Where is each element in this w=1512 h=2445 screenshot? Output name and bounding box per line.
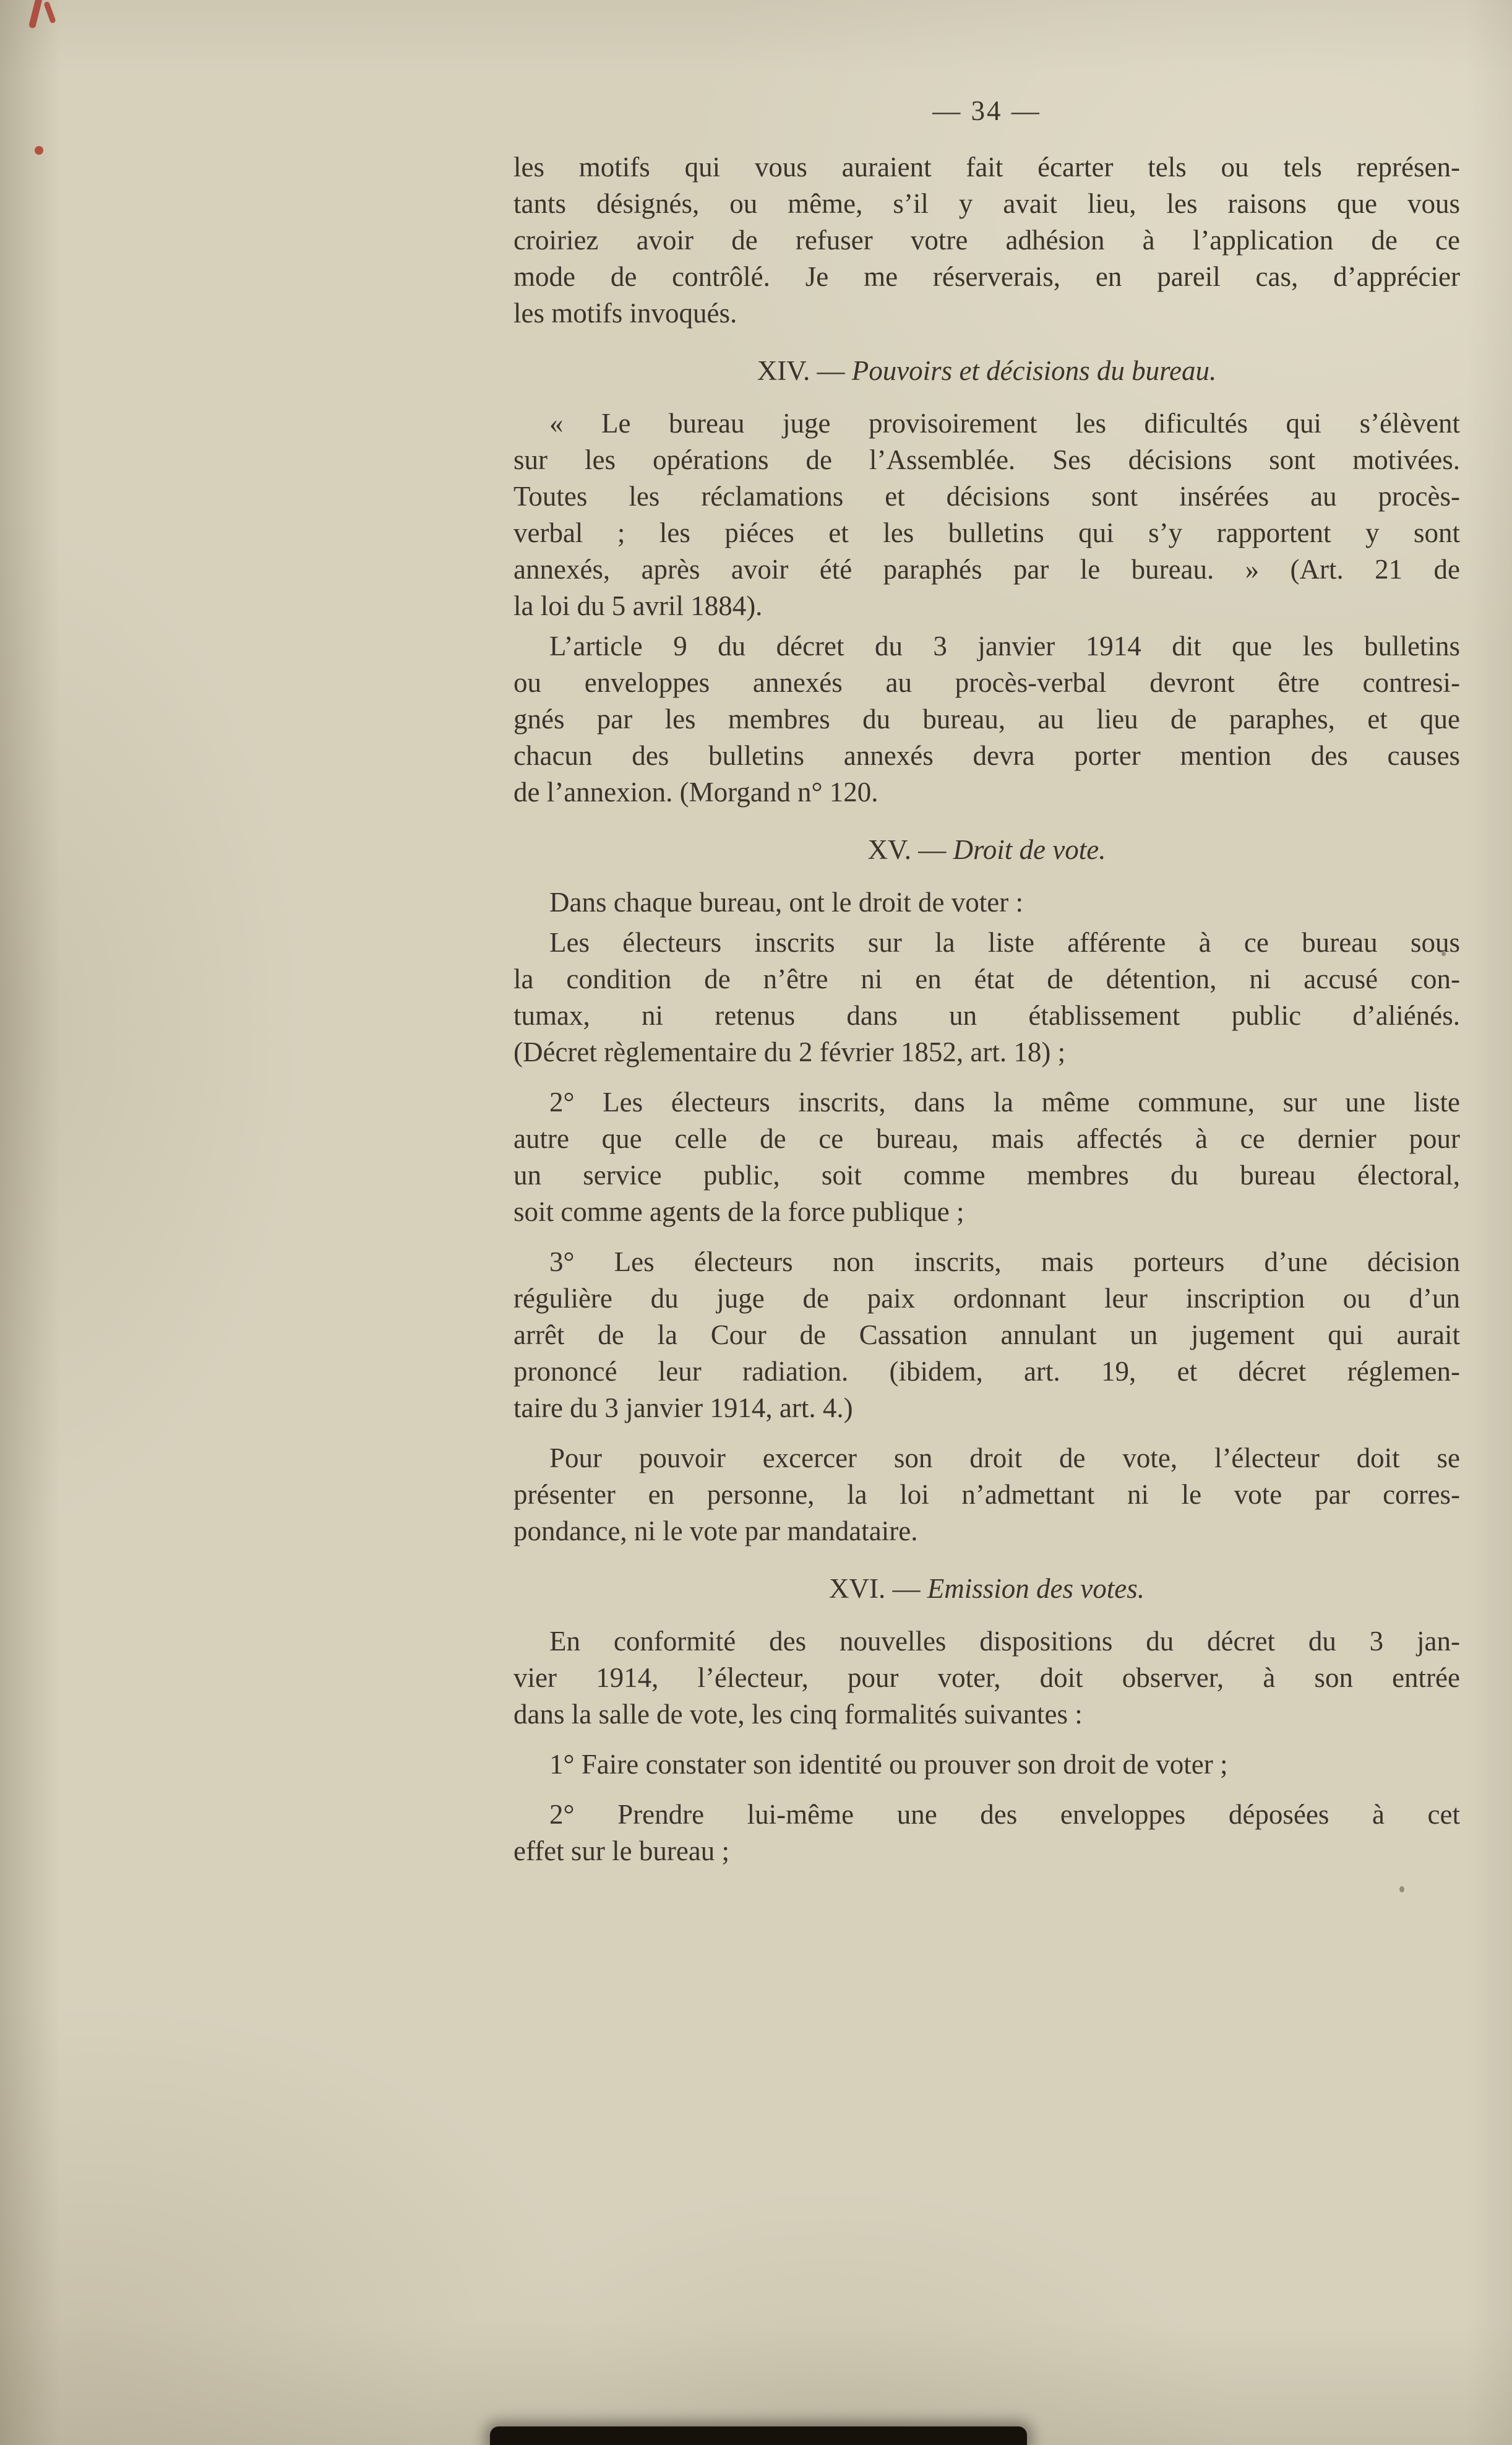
text-line: tants désignés, ou même, s’il y avait lieu, les raisons que vous bbox=[513, 188, 1460, 219]
text-line: En conformité des nouvelles dispositions du décret du 3 jan- bbox=[549, 1626, 1460, 1657]
text-line: gnés par les membres du bureau, au lieu de paraphes, et que bbox=[513, 704, 1460, 735]
text-line: vier 1914, l’électeur, pour voter, doit observer, à son entrée bbox=[513, 1662, 1460, 1693]
text-line: Dans chaque bureau, ont le droit de voter : bbox=[549, 887, 1023, 918]
text-line: taire du 3 janvier 1914, art. 4.) bbox=[513, 1392, 853, 1423]
text-line: les motifs invoqués. bbox=[513, 298, 737, 329]
text-line: tumax, ni retenus dans un établissement public d’aliénés. bbox=[513, 1000, 1460, 1031]
text-line: pondance, ni le vote par mandataire. bbox=[513, 1516, 918, 1546]
text-line: la condition de n’être ni en état de détention, ni accusé con- bbox=[513, 964, 1460, 994]
text-line: « Le bureau juge provisoirement les dificultés qui s’élèvent bbox=[549, 408, 1460, 439]
text-line: soit comme agents de la force publique ; bbox=[513, 1196, 964, 1227]
text-line: 2° Prendre lui-même une des enveloppes déposées à cet bbox=[549, 1799, 1460, 1830]
text-line: autre que celle de ce bureau, mais affectés à ce dernier pour bbox=[513, 1123, 1460, 1154]
text-line: effet sur le bureau ; bbox=[513, 1835, 730, 1866]
paragraph bbox=[513, 925, 1460, 1071]
paragraph bbox=[513, 149, 1460, 332]
text-line: présenter en personne, la loi n’admettant ni le vote par corres- bbox=[513, 1479, 1460, 1510]
ink-speck bbox=[1399, 1886, 1404, 1892]
page-body bbox=[513, 149, 1460, 1869]
text-block bbox=[513, 93, 1460, 1873]
section-heading bbox=[513, 832, 1460, 868]
text-line: (Décret règlementaire du 2 février 1852, art. 18) ; bbox=[513, 1037, 1066, 1067]
text-line: mode de contrôlé. Je me réserverais, en pareil cas, d’apprécier bbox=[513, 261, 1460, 292]
text-line: 1° Faire constater son identité ou prouver son droit de voter ; bbox=[549, 1749, 1228, 1780]
paragraph bbox=[513, 1440, 1460, 1550]
section-heading bbox=[513, 353, 1460, 389]
text-line: la loi du 5 avril 1884). bbox=[513, 590, 763, 621]
paragraph bbox=[513, 405, 1460, 624]
text-line: arrêt de la Cour de Cassation annulant un jugement qui aurait bbox=[513, 1319, 1460, 1350]
text-line: Pour pouvoir excercer son droit de vote, l’électeur doit se bbox=[549, 1442, 1460, 1473]
paragraph bbox=[513, 1796, 1460, 1869]
text-line: 2° Les électeurs inscrits, dans la même commune, sur une liste bbox=[549, 1087, 1460, 1118]
text-line: prononcé leur radiation. (ibidem, art. 19, et décret réglemen- bbox=[513, 1356, 1460, 1387]
text-line: Toutes les réclamations et décisions sont insérées au procès- bbox=[513, 481, 1460, 512]
section-heading bbox=[513, 1571, 1460, 1607]
paragraph bbox=[513, 1746, 1460, 1783]
heading-number: XVI. — bbox=[829, 1573, 927, 1604]
red-pen-mark bbox=[43, 1, 56, 24]
heading-number: XIV. — bbox=[757, 355, 852, 386]
text-line: L’article 9 du décret du 3 janvier 1914 dit que les bulletins bbox=[549, 631, 1460, 662]
text-line: dans la salle de vote, les cinq formalités suivantes : bbox=[513, 1699, 1083, 1730]
heading-title: Emission des votes. bbox=[927, 1573, 1145, 1604]
paragraph bbox=[513, 884, 1460, 921]
paragraph bbox=[513, 628, 1460, 811]
text-line: de l’annexion. (Morgand n° 120. bbox=[513, 777, 878, 808]
paragraph bbox=[513, 1244, 1460, 1426]
text-line: chacun des bulletins annexés devra porter mention des causes bbox=[513, 740, 1460, 771]
paragraph bbox=[513, 1084, 1460, 1230]
text-line: ou enveloppes annexés au procès-verbal devront être contresi- bbox=[513, 667, 1460, 698]
heading-number: XV. — bbox=[867, 834, 953, 865]
ink-speck bbox=[1441, 952, 1446, 956]
red-pen-dot bbox=[35, 146, 43, 155]
paragraph bbox=[513, 1623, 1460, 1733]
red-pen-mark bbox=[28, 0, 43, 29]
page-number: — 34 — bbox=[932, 95, 1041, 126]
text-line: Les électeurs inscrits sur la liste afférente à ce bureau sous bbox=[549, 927, 1460, 958]
text-line: les motifs qui vous auraient fait écarter tels ou tels représen- bbox=[513, 152, 1460, 183]
text-line: verbal ; les piéces et les bulletins qui s’y rapportent y sont bbox=[513, 517, 1460, 548]
text-line: régulière du juge de paix ordonnant leur inscription ou d’un bbox=[513, 1283, 1460, 1314]
scan-shadow-bar bbox=[490, 2426, 1027, 2445]
text-line: sur les opérations de l’Assemblée. Ses décisions sont motivées. bbox=[513, 444, 1460, 475]
text-line: croiriez avoir de refuser votre adhésion à l’application de ce bbox=[513, 225, 1460, 256]
text-line: annexés, après avoir été paraphés par le bureau. » (Art. 21 de bbox=[513, 554, 1460, 585]
text-line: 3° Les électeurs non inscrits, mais porteurs d’une décision bbox=[549, 1246, 1460, 1277]
heading-title: Pouvoirs et décisions du bureau. bbox=[851, 355, 1217, 386]
heading-title: Droit de vote. bbox=[953, 834, 1106, 865]
text-line: un service public, soit comme membres du bureau électoral, bbox=[513, 1160, 1460, 1191]
